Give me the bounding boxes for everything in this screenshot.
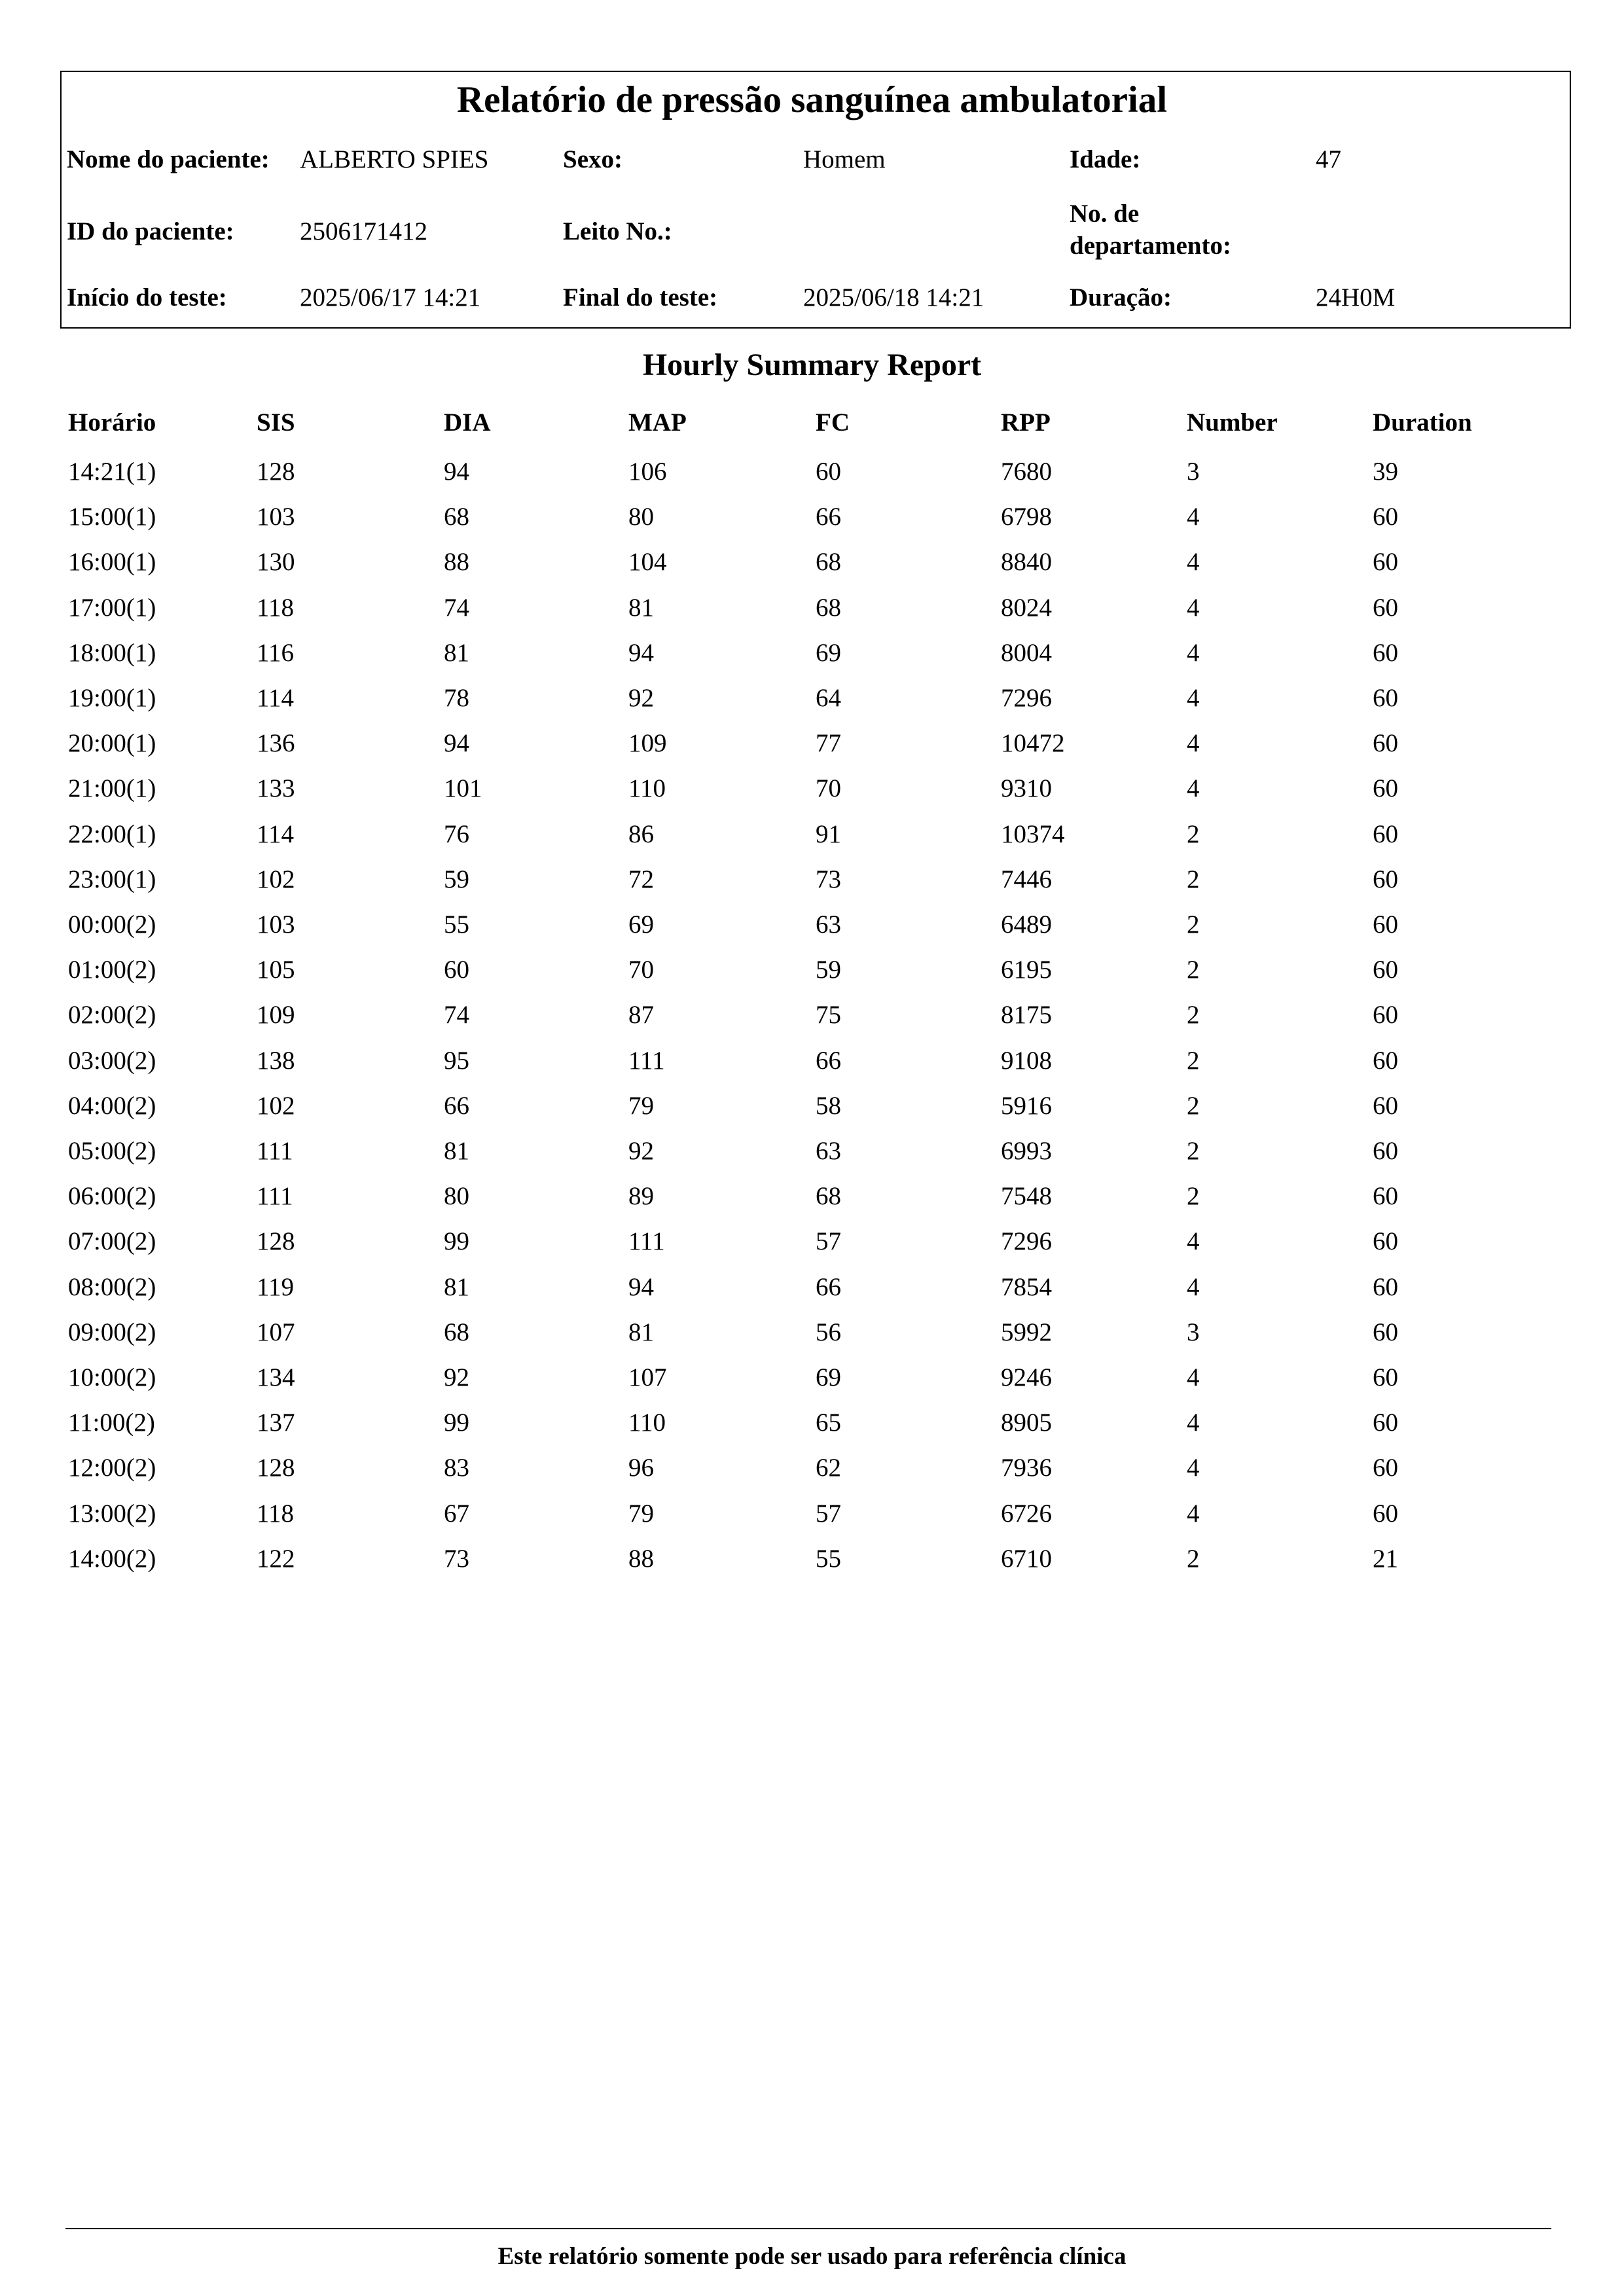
table-cell-map: 104: [628, 548, 667, 576]
table-cell-fc: 68: [816, 1182, 841, 1210]
table-cell-map: 81: [628, 594, 654, 622]
table-cell-time: 00:00(2): [68, 910, 156, 939]
table-cell-number: 4: [1187, 548, 1200, 576]
table-cell-dia: 73: [444, 1545, 469, 1573]
table-cell-duration: 60: [1373, 503, 1398, 531]
table-cell-number: 4: [1187, 684, 1200, 712]
table-cell-number: 4: [1187, 1408, 1200, 1437]
table-cell-number: 4: [1187, 1273, 1200, 1301]
table-cell-dia: 80: [444, 1182, 469, 1210]
table-cell-duration: 60: [1373, 1273, 1398, 1301]
table-cell-duration: 60: [1373, 865, 1398, 893]
table-cell-map: 111: [628, 1047, 665, 1075]
table-cell-fc: 65: [816, 1408, 841, 1437]
table-cell-dia: 60: [444, 956, 469, 984]
table-cell-time: 13:00(2): [68, 1499, 156, 1528]
table-cell-number: 2: [1187, 1545, 1200, 1573]
table-cell-duration: 60: [1373, 1137, 1398, 1165]
table-cell-map: 107: [628, 1363, 667, 1391]
table-cell-dia: 101: [444, 774, 482, 802]
test-end-label: Final do teste:: [563, 283, 718, 312]
table-cell-sis: 118: [257, 1499, 295, 1528]
table-cell-map: 88: [628, 1545, 654, 1573]
table-cell-map: 69: [628, 910, 654, 939]
table-cell-fc: 70: [816, 774, 841, 802]
table-cell-rpp: 9108: [1001, 1047, 1052, 1075]
table-cell-map: 79: [628, 1499, 654, 1528]
table-cell-duration: 60: [1373, 956, 1398, 984]
table-cell-duration: 60: [1373, 1182, 1398, 1210]
table-cell-fc: 68: [816, 594, 841, 622]
table-cell-map: 92: [628, 684, 654, 712]
table-cell-map: 72: [628, 865, 654, 893]
bed-number-label: Leito No.:: [563, 217, 672, 245]
table-cell-time: 14:21(1): [68, 457, 156, 486]
table-cell-sis: 133: [257, 774, 295, 802]
table-cell-duration: 60: [1373, 1318, 1398, 1346]
table-cell-time: 07:00(2): [68, 1227, 156, 1255]
table-cell-sis: 109: [257, 1001, 295, 1029]
table-cell-dia: 83: [444, 1454, 469, 1482]
table-cell-dia: 68: [444, 503, 469, 531]
age-label: Idade:: [1070, 145, 1141, 173]
table-cell-rpp: 9246: [1001, 1363, 1052, 1391]
table-cell-fc: 62: [816, 1454, 841, 1482]
test-end-value: 2025/06/18 14:21: [803, 283, 984, 312]
table-cell-duration: 60: [1373, 820, 1398, 848]
table-cell-time: 16:00(1): [68, 548, 156, 576]
table-cell-number: 3: [1187, 1318, 1200, 1346]
age-value: 47: [1316, 145, 1341, 173]
table-cell-number: 4: [1187, 1499, 1200, 1528]
column-header-sis: SIS: [257, 408, 295, 437]
table-cell-map: 96: [628, 1454, 654, 1482]
table-cell-number: 2: [1187, 910, 1200, 939]
table-cell-rpp: 8024: [1001, 594, 1052, 622]
table-cell-rpp: 7296: [1001, 1227, 1052, 1255]
table-cell-sis: 107: [257, 1318, 295, 1346]
table-cell-number: 4: [1187, 594, 1200, 622]
table-cell-map: 79: [628, 1092, 654, 1120]
table-cell-map: 81: [628, 1318, 654, 1346]
table-cell-fc: 63: [816, 910, 841, 939]
table-cell-rpp: 6489: [1001, 910, 1052, 939]
table-cell-number: 2: [1187, 1047, 1200, 1075]
table-cell-sis: 102: [257, 865, 295, 893]
table-cell-rpp: 8905: [1001, 1408, 1052, 1437]
table-cell-sis: 111: [257, 1182, 293, 1210]
table-cell-map: 94: [628, 639, 654, 667]
duration-value: 24H0M: [1316, 283, 1396, 312]
table-cell-sis: 128: [257, 1454, 295, 1482]
table-cell-rpp: 7548: [1001, 1182, 1052, 1210]
table-cell-fc: 58: [816, 1092, 841, 1120]
table-cell-sis: 128: [257, 1227, 295, 1255]
table-cell-rpp: 6993: [1001, 1137, 1052, 1165]
table-cell-sis: 103: [257, 503, 295, 531]
duration-label: Duração:: [1070, 283, 1172, 312]
table-cell-dia: 94: [444, 457, 469, 486]
table-cell-number: 4: [1187, 729, 1200, 757]
table-cell-rpp: 5916: [1001, 1092, 1052, 1120]
table-cell-time: 22:00(1): [68, 820, 156, 848]
table-cell-sis: 130: [257, 548, 295, 576]
table-cell-map: 110: [628, 774, 666, 802]
table-cell-sis: 134: [257, 1363, 295, 1391]
table-cell-dia: 59: [444, 865, 469, 893]
department-label-line1: No. de: [1070, 200, 1140, 228]
test-start-label: Início do teste:: [67, 283, 227, 312]
table-cell-dia: 94: [444, 729, 469, 757]
table-cell-fc: 56: [816, 1318, 841, 1346]
table-cell-dia: 68: [444, 1318, 469, 1346]
sex-value: Homem: [803, 145, 886, 173]
table-cell-duration: 60: [1373, 1499, 1398, 1528]
table-cell-rpp: 6710: [1001, 1545, 1052, 1573]
table-cell-time: 05:00(2): [68, 1137, 156, 1165]
table-cell-map: 94: [628, 1273, 654, 1301]
table-cell-dia: 81: [444, 639, 469, 667]
table-cell-sis: 118: [257, 594, 295, 622]
table-cell-time: 21:00(1): [68, 774, 156, 802]
table-cell-rpp: 7446: [1001, 865, 1052, 893]
table-cell-time: 09:00(2): [68, 1318, 156, 1346]
table-cell-dia: 81: [444, 1137, 469, 1165]
table-cell-fc: 66: [816, 1047, 841, 1075]
table-cell-sis: 105: [257, 956, 295, 984]
table-cell-dia: 99: [444, 1227, 469, 1255]
table-cell-time: 20:00(1): [68, 729, 156, 757]
column-header-number: Number: [1187, 408, 1278, 437]
table-cell-number: 2: [1187, 956, 1200, 984]
table-cell-duration: 60: [1373, 1408, 1398, 1437]
table-cell-time: 03:00(2): [68, 1047, 156, 1075]
table-cell-number: 2: [1187, 1092, 1200, 1120]
report-title: Relatório de pressão sanguínea ambulatorial: [456, 79, 1168, 120]
table-cell-sis: 116: [257, 639, 295, 667]
table-cell-rpp: 6726: [1001, 1499, 1052, 1528]
table-cell-rpp: 6798: [1001, 503, 1052, 531]
table-cell-map: 111: [628, 1227, 665, 1255]
table-cell-dia: 88: [444, 548, 469, 576]
table-cell-duration: 60: [1373, 1001, 1398, 1029]
table-cell-duration: 60: [1373, 1227, 1398, 1255]
column-header-time: Horário: [68, 408, 156, 437]
table-cell-time: 08:00(2): [68, 1273, 156, 1301]
table-cell-duration: 60: [1373, 548, 1398, 576]
column-header-duration: Duration: [1373, 408, 1472, 437]
table-cell-rpp: 9310: [1001, 774, 1052, 802]
summary-title: Hourly Summary Report: [642, 348, 982, 382]
footer-divider: [65, 2228, 1551, 2229]
table-cell-time: 04:00(2): [68, 1092, 156, 1120]
table-cell-duration: 60: [1373, 684, 1398, 712]
table-cell-dia: 92: [444, 1363, 469, 1391]
table-cell-sis: 111: [257, 1137, 293, 1165]
table-cell-rpp: 10374: [1001, 820, 1065, 848]
table-cell-map: 109: [628, 729, 667, 757]
table-cell-number: 2: [1187, 1182, 1200, 1210]
table-cell-map: 86: [628, 820, 654, 848]
table-cell-sis: 138: [257, 1047, 295, 1075]
table-cell-time: 23:00(1): [68, 865, 156, 893]
column-header-rpp: RPP: [1001, 408, 1051, 437]
table-cell-rpp: 8840: [1001, 548, 1052, 576]
table-cell-map: 87: [628, 1001, 654, 1029]
table-cell-sis: 122: [257, 1545, 295, 1573]
table-cell-map: 70: [628, 956, 654, 984]
footer-note: Este relatório somente pode ser usado para referência clínica: [497, 2243, 1127, 2270]
table-cell-duration: 60: [1373, 1092, 1398, 1120]
table-cell-time: 19:00(1): [68, 684, 156, 712]
sex-label: Sexo:: [563, 145, 623, 173]
table-cell-dia: 74: [444, 1001, 469, 1029]
table-cell-sis: 103: [257, 910, 295, 939]
table-cell-fc: 57: [816, 1227, 841, 1255]
table-cell-dia: 55: [444, 910, 469, 939]
table-cell-map: 89: [628, 1182, 654, 1210]
table-cell-duration: 60: [1373, 910, 1398, 939]
table-cell-number: 4: [1187, 1363, 1200, 1391]
table-cell-number: 2: [1187, 1137, 1200, 1165]
table-cell-duration: 60: [1373, 594, 1398, 622]
table-cell-duration: 60: [1373, 1047, 1398, 1075]
patient-id-value: 2506171412: [300, 217, 427, 245]
table-cell-fc: 64: [816, 684, 841, 712]
table-cell-number: 4: [1187, 1227, 1200, 1255]
table-cell-duration: 21: [1373, 1545, 1398, 1573]
table-cell-sis: 137: [257, 1408, 295, 1437]
table-cell-time: 06:00(2): [68, 1182, 156, 1210]
table-cell-rpp: 8175: [1001, 1001, 1052, 1029]
table-cell-fc: 73: [816, 865, 841, 893]
table-cell-rpp: 7936: [1001, 1454, 1052, 1482]
table-cell-dia: 76: [444, 820, 469, 848]
table-cell-fc: 69: [816, 1363, 841, 1391]
table-cell-sis: 114: [257, 684, 295, 712]
table-cell-dia: 99: [444, 1408, 469, 1437]
table-cell-sis: 102: [257, 1092, 295, 1120]
table-cell-rpp: 7680: [1001, 457, 1052, 486]
table-cell-time: 15:00(1): [68, 503, 156, 531]
table-cell-fc: 77: [816, 729, 841, 757]
table-cell-duration: 60: [1373, 1454, 1398, 1482]
table-cell-time: 02:00(2): [68, 1001, 156, 1029]
table-cell-fc: 59: [816, 956, 841, 984]
department-label-line2: departamento:: [1070, 232, 1231, 260]
table-cell-fc: 68: [816, 548, 841, 576]
table-cell-rpp: 7854: [1001, 1273, 1052, 1301]
table-cell-fc: 66: [816, 503, 841, 531]
table-cell-map: 92: [628, 1137, 654, 1165]
table-cell-rpp: 5992: [1001, 1318, 1052, 1346]
table-cell-duration: 60: [1373, 774, 1398, 802]
column-header-fc: FC: [816, 408, 850, 437]
table-cell-sis: 114: [257, 820, 295, 848]
table-cell-number: 4: [1187, 774, 1200, 802]
table-cell-fc: 60: [816, 457, 841, 486]
table-cell-dia: 66: [444, 1092, 469, 1120]
table-cell-time: 17:00(1): [68, 594, 156, 622]
patient-id-label: ID do paciente:: [67, 217, 234, 245]
table-cell-dia: 74: [444, 594, 469, 622]
table-cell-fc: 55: [816, 1545, 841, 1573]
table-cell-sis: 136: [257, 729, 295, 757]
table-cell-duration: 39: [1373, 457, 1398, 486]
table-cell-dia: 67: [444, 1499, 469, 1528]
patient-name-label: Nome do paciente:: [67, 145, 270, 173]
table-cell-number: 2: [1187, 1001, 1200, 1029]
table-cell-time: 18:00(1): [68, 639, 156, 667]
table-cell-duration: 60: [1373, 729, 1398, 757]
table-cell-map: 80: [628, 503, 654, 531]
table-cell-rpp: 7296: [1001, 684, 1052, 712]
table-cell-fc: 66: [816, 1273, 841, 1301]
table-cell-time: 01:00(2): [68, 956, 156, 984]
table-cell-number: 2: [1187, 820, 1200, 848]
table-cell-rpp: 10472: [1001, 729, 1065, 757]
table-cell-time: 11:00(2): [68, 1408, 155, 1437]
table-cell-sis: 128: [257, 457, 295, 486]
table-cell-duration: 60: [1373, 1363, 1398, 1391]
table-cell-rpp: 8004: [1001, 639, 1052, 667]
table-cell-dia: 95: [444, 1047, 469, 1075]
column-header-map: MAP: [628, 408, 687, 437]
column-header-dia: DIA: [444, 408, 491, 437]
table-cell-time: 10:00(2): [68, 1363, 156, 1391]
table-cell-fc: 75: [816, 1001, 841, 1029]
table-cell-number: 4: [1187, 639, 1200, 667]
table-cell-number: 3: [1187, 457, 1200, 486]
table-cell-fc: 91: [816, 820, 841, 848]
table-cell-fc: 57: [816, 1499, 841, 1528]
table-cell-number: 4: [1187, 503, 1200, 531]
table-cell-map: 110: [628, 1408, 666, 1437]
table-cell-duration: 60: [1373, 639, 1398, 667]
table-cell-dia: 78: [444, 684, 469, 712]
table-cell-sis: 119: [257, 1273, 295, 1301]
table-cell-time: 12:00(2): [68, 1454, 156, 1482]
table-cell-fc: 69: [816, 639, 841, 667]
table-cell-number: 4: [1187, 1454, 1200, 1482]
table-cell-map: 106: [628, 457, 667, 486]
table-cell-fc: 63: [816, 1137, 841, 1165]
table-cell-rpp: 6195: [1001, 956, 1052, 984]
patient-name-value: ALBERTO SPIES: [300, 145, 489, 173]
table-cell-time: 14:00(2): [68, 1545, 156, 1573]
table-cell-dia: 81: [444, 1273, 469, 1301]
test-start-value: 2025/06/17 14:21: [300, 283, 481, 312]
table-cell-number: 2: [1187, 865, 1200, 893]
